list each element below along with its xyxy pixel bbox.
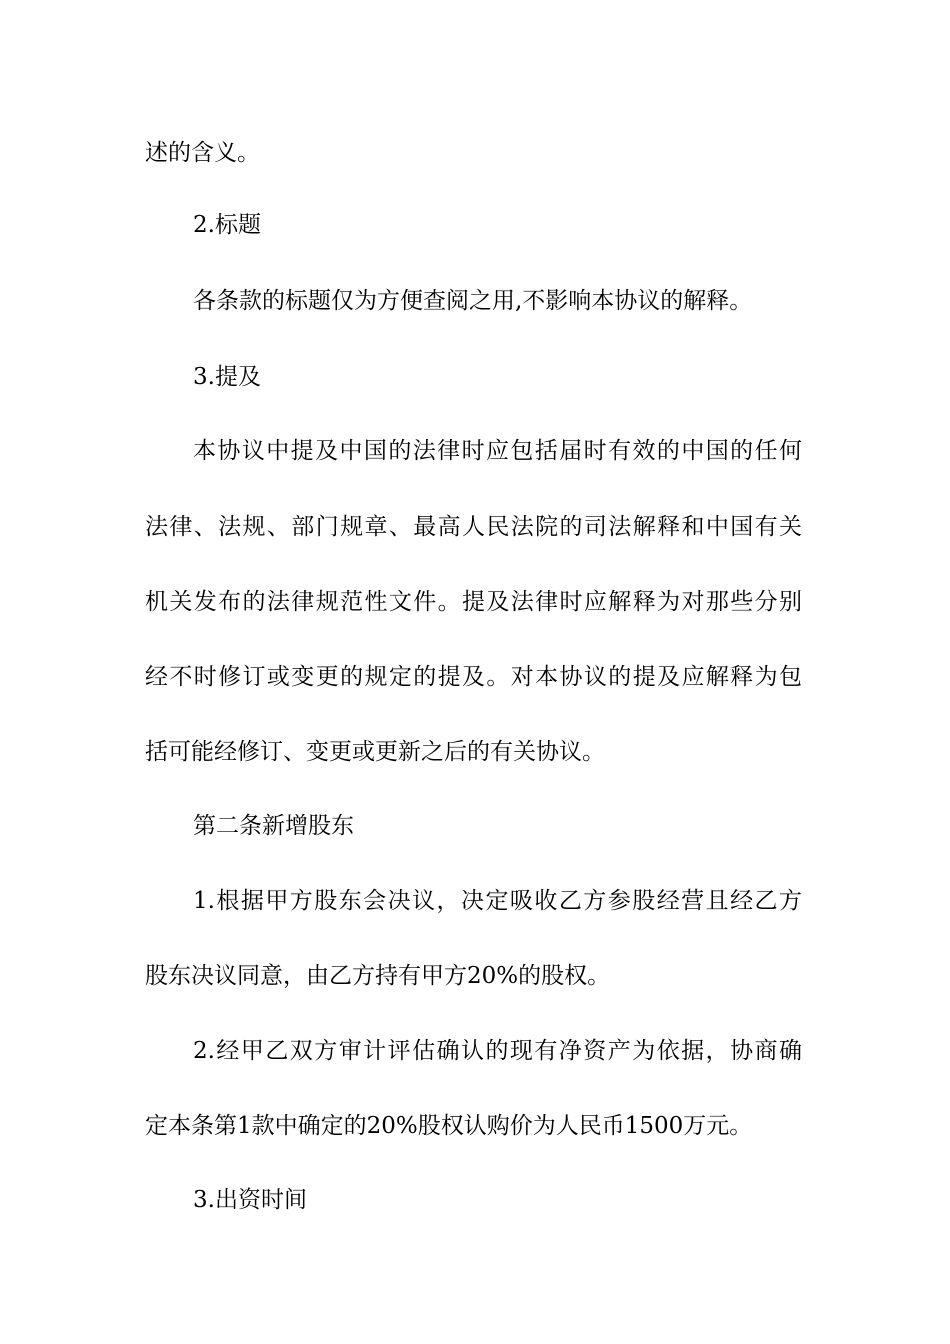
text-line: 股东决议同意，由乙方持有甲方20%的股权。 [145,963,611,989]
text-line: 机关发布的法律规范性文件。提及法律时应解释为对那些分别 [145,589,802,615]
article-heading: 第二条新增股东 [193,813,354,839]
section-heading: 3.提及 [193,364,261,390]
text-line: 括可能经修订、变更或更新之后的有关协议。 [145,739,605,765]
text-line: 1.根据甲方股东会决议，决定吸收乙方参股经营且经乙方 [193,888,802,914]
text-line: 述的含义。 [145,140,260,166]
text-line: 本协议中提及中国的法律时应包括届时有效的中国的任何 [193,438,802,464]
text-line: 法律、法规、部门规章、最高人民法院的司法解释和中国有关 [145,514,802,540]
text-line: 2.经甲乙双方审计评估确认的现有净资产为依据，协商确 [193,1038,802,1064]
text-line: 经不时修订或变更的规定的提及。对本协议的提及应解释为包 [145,664,802,690]
section-heading: 2.标题 [193,212,261,238]
text-line: 各条款的标题仅为方便查阅之用,不影响本协议的解释。 [193,288,753,314]
section-heading: 3.出资时间 [193,1187,307,1213]
text-line: 定本条第1款中确定的20%股权认购价为人民币1500万元。 [145,1113,753,1139]
